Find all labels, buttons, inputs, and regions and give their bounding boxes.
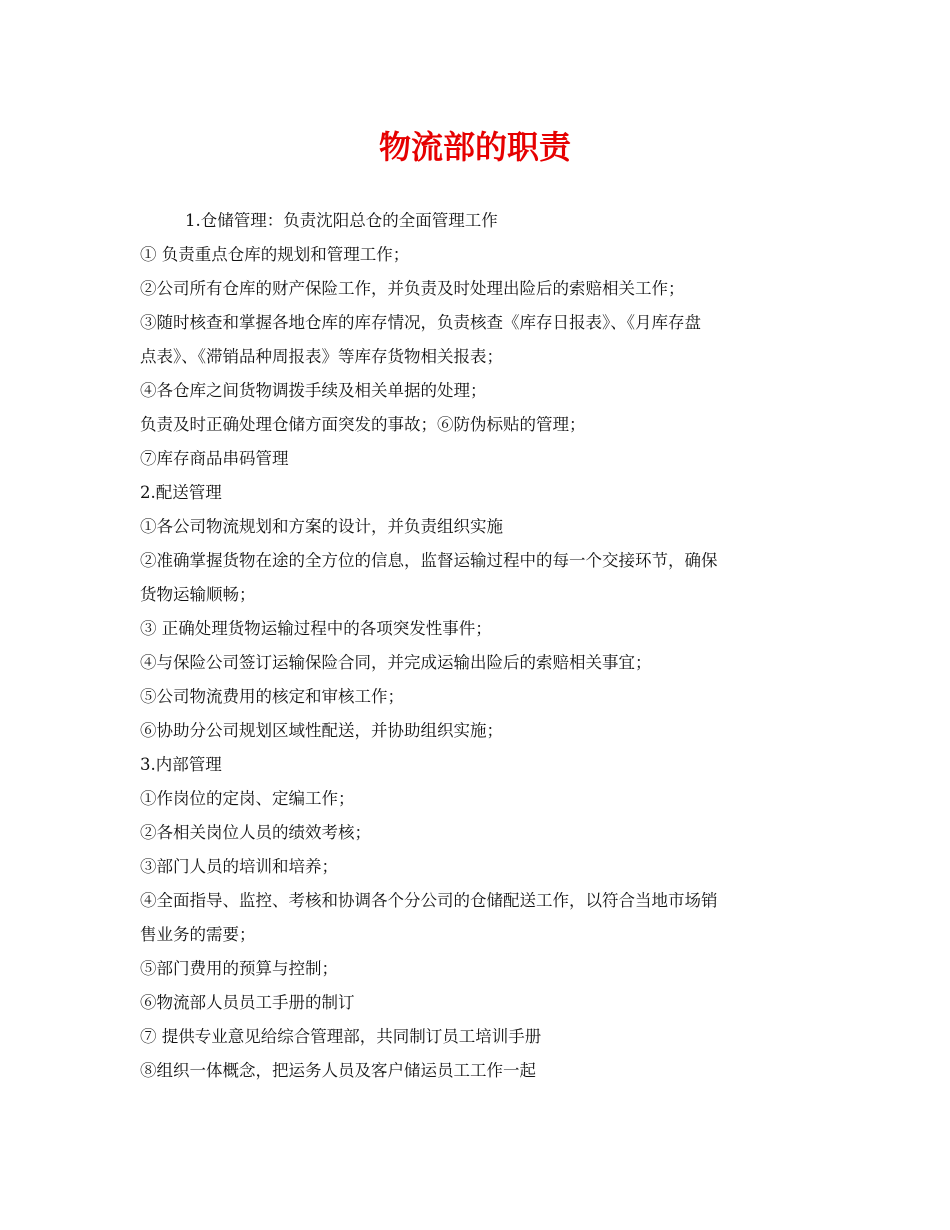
text-line: ③部门人员的培训和培养； bbox=[140, 857, 338, 876]
text-line: ⑤部门费用的预算与控制； bbox=[140, 959, 338, 978]
text-line: ⑤公司物流费用的核定和审核工作； bbox=[140, 687, 404, 706]
section-heading-delivery: 2.配送管理 bbox=[140, 483, 222, 502]
text-line: ⑦ 提供专业意见给综合管理部，共同制订员工培训手册 bbox=[140, 1027, 542, 1046]
text-line: ②公司所有仓库的财产保险工作，并负责及时处理出险后的索赔相关工作； bbox=[140, 279, 685, 298]
text-line: ④全面指导、监控、考核和协调各个分公司的仓储配送工作，以符合当地市场销 bbox=[140, 891, 718, 910]
text-line: ①各公司物流规划和方案的设计，并负责组织实施 bbox=[140, 517, 503, 536]
text-line: ③随时核查和掌握各地仓库的库存情况，负责核查《库存日报表》、《月库存盘 bbox=[140, 313, 701, 332]
text-line: 点表》、《滞销品种周报表》等库存货物相关报表； bbox=[140, 347, 503, 366]
text-line: ②各相关岗位人员的绩效考核； bbox=[140, 823, 371, 842]
text-line: 售业务的需要； bbox=[140, 925, 256, 944]
text-line: 货物运输顺畅； bbox=[140, 585, 256, 604]
text-line: ⑥物流部人员员工手册的制订 bbox=[140, 993, 355, 1012]
text-line: ⑥协助分公司规划区域性配送，并协助组织实施； bbox=[140, 721, 503, 740]
text-line: ① 负责重点仓库的规划和管理工作； bbox=[140, 245, 410, 264]
text-line: ①作岗位的定岗、定编工作； bbox=[140, 789, 355, 808]
text-line: ④各仓库之间货物调拨手续及相关单据的处理； bbox=[140, 381, 487, 400]
page-title: 物流部的职责 bbox=[378, 128, 571, 166]
text-line: ⑦库存商品串码管理 bbox=[140, 449, 289, 468]
text-line: 负责及时正确处理仓储方面突发的事故；⑥防伪标贴的管理； bbox=[140, 415, 586, 434]
document-body bbox=[140, 204, 812, 1088]
text-line: ③ 正确处理货物运输过程中的各项突发性事件； bbox=[140, 619, 492, 638]
text-line: ④与保险公司签订运输保险合同，并完成运输出险后的索赔相关事宜； bbox=[140, 653, 652, 672]
section-heading-internal: 3.内部管理 bbox=[140, 755, 222, 774]
text-line: ⑧组织一体概念，把运务人员及客户储运员工工作一起 bbox=[140, 1061, 536, 1080]
section-heading-storage: 1.仓储管理：负责沈阳总仓的全面管理工作 bbox=[185, 211, 498, 230]
text-line: ②准确掌握货物在途的全方位的信息，监督运输过程中的每一个交接环节，确保 bbox=[140, 551, 718, 570]
